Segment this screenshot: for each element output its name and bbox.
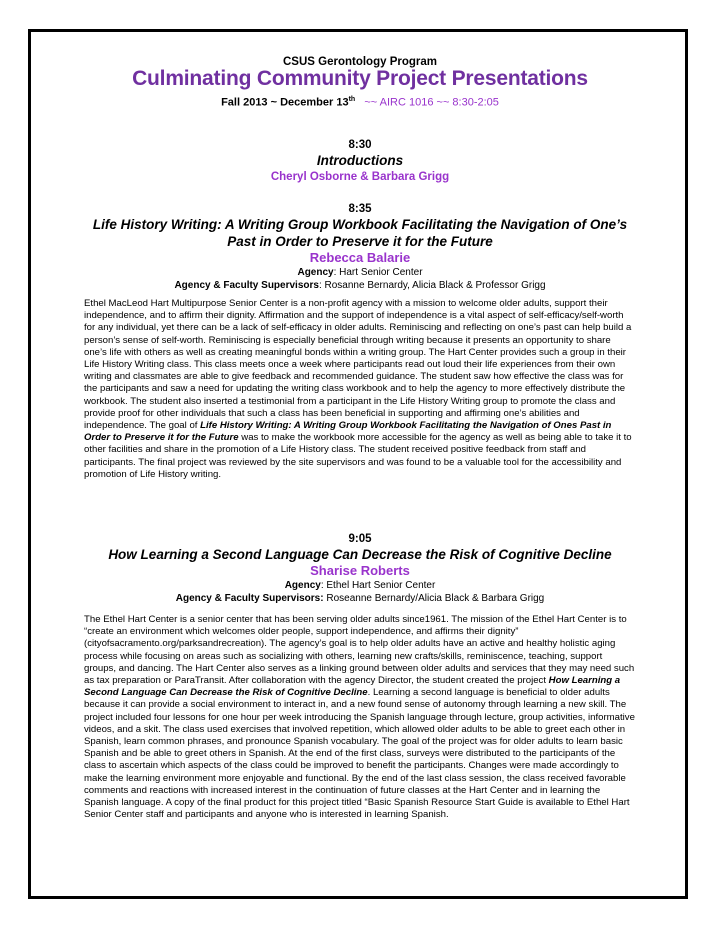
agency-label: Agency [284, 580, 321, 591]
session-2-abstract [84, 614, 636, 821]
session-2-agency [84, 579, 636, 592]
abstract-text: was to make the workbook more accessible for the agency as well as being able to take it to other facilities and share in the promotion of a Life History class. The student received positive feedback from staff and participants. The final project was reviewed by the site supervisors and was found to be a valuable tool for the accessibility and promotion of Life History writing. [84, 432, 632, 480]
supervisors-value: : Rosanne Bernardy, Alicia Black & Professor Grigg [318, 280, 546, 291]
session-1-title: Life History Writing: A Writing Group Workbook Facilitating the Navigation of One’s Past in Order to Preserve it for the Future [92, 217, 628, 249]
session-1-paragraph [84, 298, 636, 481]
agency-value: : Ethel Hart Senior Center [320, 580, 436, 591]
abstract-text: The Ethel Hart Center is a senior center that has been serving older adults since1961. The mission of the Ethel Hart Center is to “create an environment which welcomes older people, support independence, and affirms their dignity” (cityofsacramento.org/parksandrecreation). The agency’s goal is to help older adults have an active and healthy holistic aging process while focusing on areas such as socializing with others, learning new crafts/skills, reminiscence, teaching, support groups, and dancing. The Hart Center also serves as a linking ground between older adults and services that they may need such as tax preparation or ParaTransit. After collaboration with the agency Director, the student created the project [84, 614, 635, 687]
intro-title: Introductions [316, 153, 404, 168]
page-title: Culminating Community Project Presentations [132, 67, 588, 90]
agency-label: Agency [297, 267, 334, 278]
session-1-time: 8:35 [348, 203, 372, 215]
session-1 [84, 202, 636, 292]
supervisors-label: Agency & Faculty Supervisors: [175, 593, 324, 604]
intro-time: 8:30 [348, 139, 372, 151]
session-1-presenter: Rebecca Balarie [309, 250, 411, 265]
event-location: ~~ AIRC 1016 ~~ 8:30-2:05 [364, 96, 499, 109]
intro-section [84, 138, 636, 185]
program-name: CSUS Gerontology Program [283, 56, 437, 68]
session-1-supervisors [84, 279, 636, 292]
event-date: Fall 2013 ~ December 13 [221, 96, 349, 109]
session-2-supervisors [84, 592, 636, 605]
supervisors-value: Roseanne Bernardy/Alicia Black & Barbara Grigg [323, 593, 545, 604]
agency-value: : Hart Senior Center [333, 267, 423, 278]
session-2-title: How Learning a Second Language Can Decrease the Risk of Cognitive Decline [108, 547, 612, 562]
event-date-line [0, 96, 720, 109]
date-suffix: th [348, 96, 356, 103]
abstract-text: . Learning a second language is beneficial to older adults because it can provide a social environment to interact in, and a new found sense of autonomy through learning a new skill. The project included four lessons for one hour per week introducing the Spanish language through lecture, group activities, informative videos, and a skit. The class used exercises that involved repetition, which allowed older adults to be able to greet each other in Spanish, learn common phrases, and pronounce Spanish vocabulary. The goal of the project was for older adults to learn basic Spanish and be able to greet others in Spanish. At the end of the first class, surveys were distributed to the participants of the class to ascertain which aspects of the class could be improved to benefit the participants. Changes were made accordingly to make the learning environment more enjoyable and functional. By the end of the last class session, the class received favorable comments and reactions with increased interest in the continuation of future classes at the Hart Center and in learning the Spanish language. A copy of the final product for this project titled “Basic Spanish Resource Start Guide is available to Ethel Hart Senior Center staff and participants and anyone who is interested in learning Spanish. [84, 687, 635, 821]
abstract-text: Ethel MacLeod Hart Multipurpose Senior Center is a non-profit agency with a mission to welcome older adults, support their independence, and to affirm their dignity. Affirmation and the support of independence is a vital aspect of self-efficacy/self-worth for any individual, yet there can be a lack of self-efficacy in older adults. Reminiscing and reflecting on one’s past can help build a person’s sense of self-worth. Reminiscing is especially beneficial through writing because it presents an opportunity to share one’s life with others as well as creating meaningful bonds within a writing group. The Hart Center provides such a group in their Life History Writing class. This class meets once a week where participants read out loud their life experiences from their own writing and classmates are able to give feedback and recommended guidance. The student saw how effective the class was for the participants and saw a need for updating the writing class workbook and to help the agency to more effectively distribute the workbook. The student also inserted a testimonial from a participant in the Life History Writing group to promote the class and provide proof for other individuals that such a class has been beneficial in supporting and affirming one’s abilities and independence. The goal of [84, 298, 632, 432]
session-2-paragraph [84, 614, 636, 821]
supervisors-label: Agency & Faculty Supervisors [174, 280, 319, 291]
session-1-agency [84, 266, 636, 279]
intro-presenters: Cheryl Osborne & Barbara Grigg [270, 171, 450, 183]
session-2-time: 9:05 [348, 533, 372, 545]
abstract-project-title: How Learning a Second Language Can Decrease the Risk of Cognitive Decline [84, 675, 621, 699]
session-2 [84, 532, 636, 605]
session-2-presenter: Sharise Roberts [310, 563, 410, 578]
abstract-project-title: Life History Writing: A Writing Group Workbook Facilitating the Navigation of Ones Past in Order to Preserve it for the Future [84, 420, 612, 444]
session-1-abstract [84, 298, 636, 481]
